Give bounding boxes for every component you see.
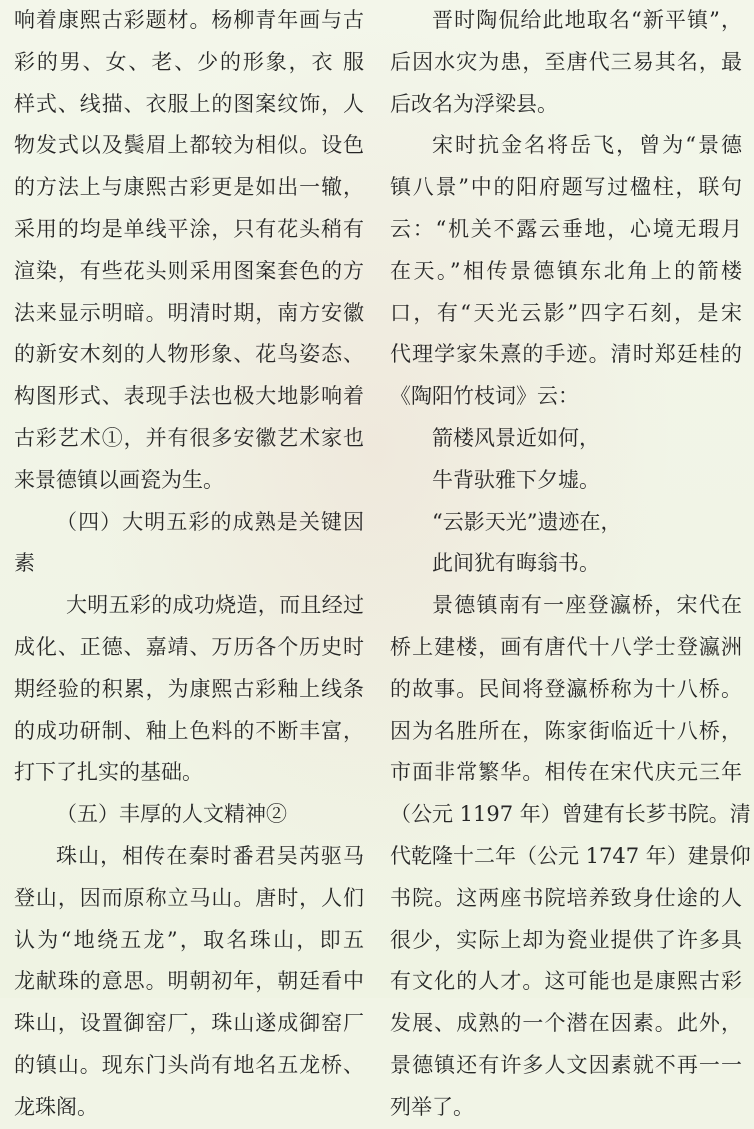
right-column-line: 很少，实际上却为瓷业提供了许多具 [390,927,742,952]
right-column-line: 景德镇南有一座登瀛桥，宋代在 [432,593,742,618]
left-column-line: 的新安木刻的人物形象、花鸟姿态、 [14,342,364,367]
left-column-line: 登山，因而原称立马山。唐时，人们 [14,885,364,910]
left-column-line: 珠山，设置御窑厂，珠山遂成御窑厂 [14,1011,364,1036]
right-column-line: 有文化的人才。这可能也是康熙古彩 [390,969,742,994]
right-column-line: 此间犹有晦翁书。 [432,551,600,576]
left-column-line: 素 [14,551,35,576]
right-column-line: 发展、成熟的一个潜在因素。此外， [390,1011,742,1036]
right-column-line: 牛背驮雅下夕墟。 [432,467,600,492]
left-column-line: 龙珠阁。 [14,1094,98,1119]
right-column-line: 景德镇还有许多人文因素就不再一一 [390,1052,742,1077]
right-column-line: 后改名为浮梁县。 [390,91,558,116]
left-column-line: 法来显示明暗。明清时期，南方安徽 [14,300,364,325]
left-column-line: 来景德镇以画瓷为生。 [14,467,224,492]
right-column-line: 市面非常繁华。相传在宋代庆元三年 [390,760,742,785]
left-column-line: 珠山，相传在秦时番君吴芮驱马 [56,843,364,868]
right-column-line: 列举了。 [390,1094,474,1119]
right-column-line: 书院。这两座书院培养致身仕途的人 [390,885,742,910]
left-column-line: 物发式以及鬓眉上都较为相似。设色 [14,133,364,158]
left-column-line: 的镇山。现东门头尚有地名五龙桥、 [14,1052,364,1077]
right-column-line: 宋时抗金名将岳飞，曾为“景德 [432,133,742,158]
right-column-line: 镇八景”中的阳府题写过楹柱，联句 [390,175,742,200]
left-column-line: （五）丰厚的人文精神② [56,802,287,827]
left-column-line: 的成功研制、釉上色料的不断丰富， [14,718,364,743]
left-column [14,0,364,1129]
right-column-line: 《陶阳竹枝词》云： [390,384,579,409]
left-column-line: 龙献珠的意思。明朝初年，朝廷看中 [14,969,364,994]
right-column-line: 口，有“天光云影”四字石刻，是宋 [390,300,742,325]
left-column-line: 的方法上与康熙古彩更是如出一辙， [14,175,364,200]
right-column-line: 代乾隆十二年（公元 1747 年）建景仰 [390,843,751,868]
right-column-line: 代理学家朱熹的手迹。清时郑廷桂的 [390,342,742,367]
right-column-line: 箭楼风景近如何， [432,425,600,450]
right-column-line: 晋时陶侃给此地取名“新平镇”， [432,8,742,32]
right-column-line: 后因水灾为患，至唐代三易其名，最 [390,49,742,74]
left-column-line: 彩的男、女、老、少的形象，衣 服 [14,49,364,74]
left-column-line: （四）大明五彩的成熟是关键因 [56,509,364,534]
left-column-line: 大明五彩的成功烧造，而且经过 [66,593,364,618]
right-column-line: 在天。”相传景德镇东北角上的箭楼 [390,258,742,283]
left-column-line: 构图形式、表现手法也极大地影响着 [14,384,364,409]
right-column-line: 桥上建楼，画有唐代十八学士登瀛洲 [390,634,742,659]
left-column-line: 认为“地绕五龙”，取名珠山，即五 [14,927,364,952]
right-column-line: “云影天光”遗迹在， [432,509,622,534]
right-column-line: 的故事。民间将登瀛桥称为十八桥。 [390,676,742,701]
left-column-line: 期经验的积累，为康熙古彩釉上线条 [14,676,364,701]
left-column-line: 样式、线描、衣服上的图案纹饰，人 [14,91,364,116]
right-column-line: 云：“机关不露云垂地，心境无瑕月 [390,216,742,241]
left-column-line: 采用的均是单线平涂，只有花头稍有 [14,216,364,241]
right-column-line: （公元 1197 年）曾建有长芗书院。清 [390,802,751,827]
left-column-line: 打下了扎实的基础。 [14,760,203,785]
left-column-line: 渲染，有些花头则采用图案套色的方 [14,258,364,283]
left-column-line: 响着康熙古彩题材。杨柳青年画与古 [14,8,364,32]
left-column-line: 古彩艺术①，并有很多安徽艺术家也 [14,425,364,450]
right-column-line: 因为名胜所在，陈家街临近十八桥， [390,718,742,743]
left-column-line: 成化、正德、嘉靖、万历各个历史时 [14,634,364,659]
right-column [390,0,751,1129]
